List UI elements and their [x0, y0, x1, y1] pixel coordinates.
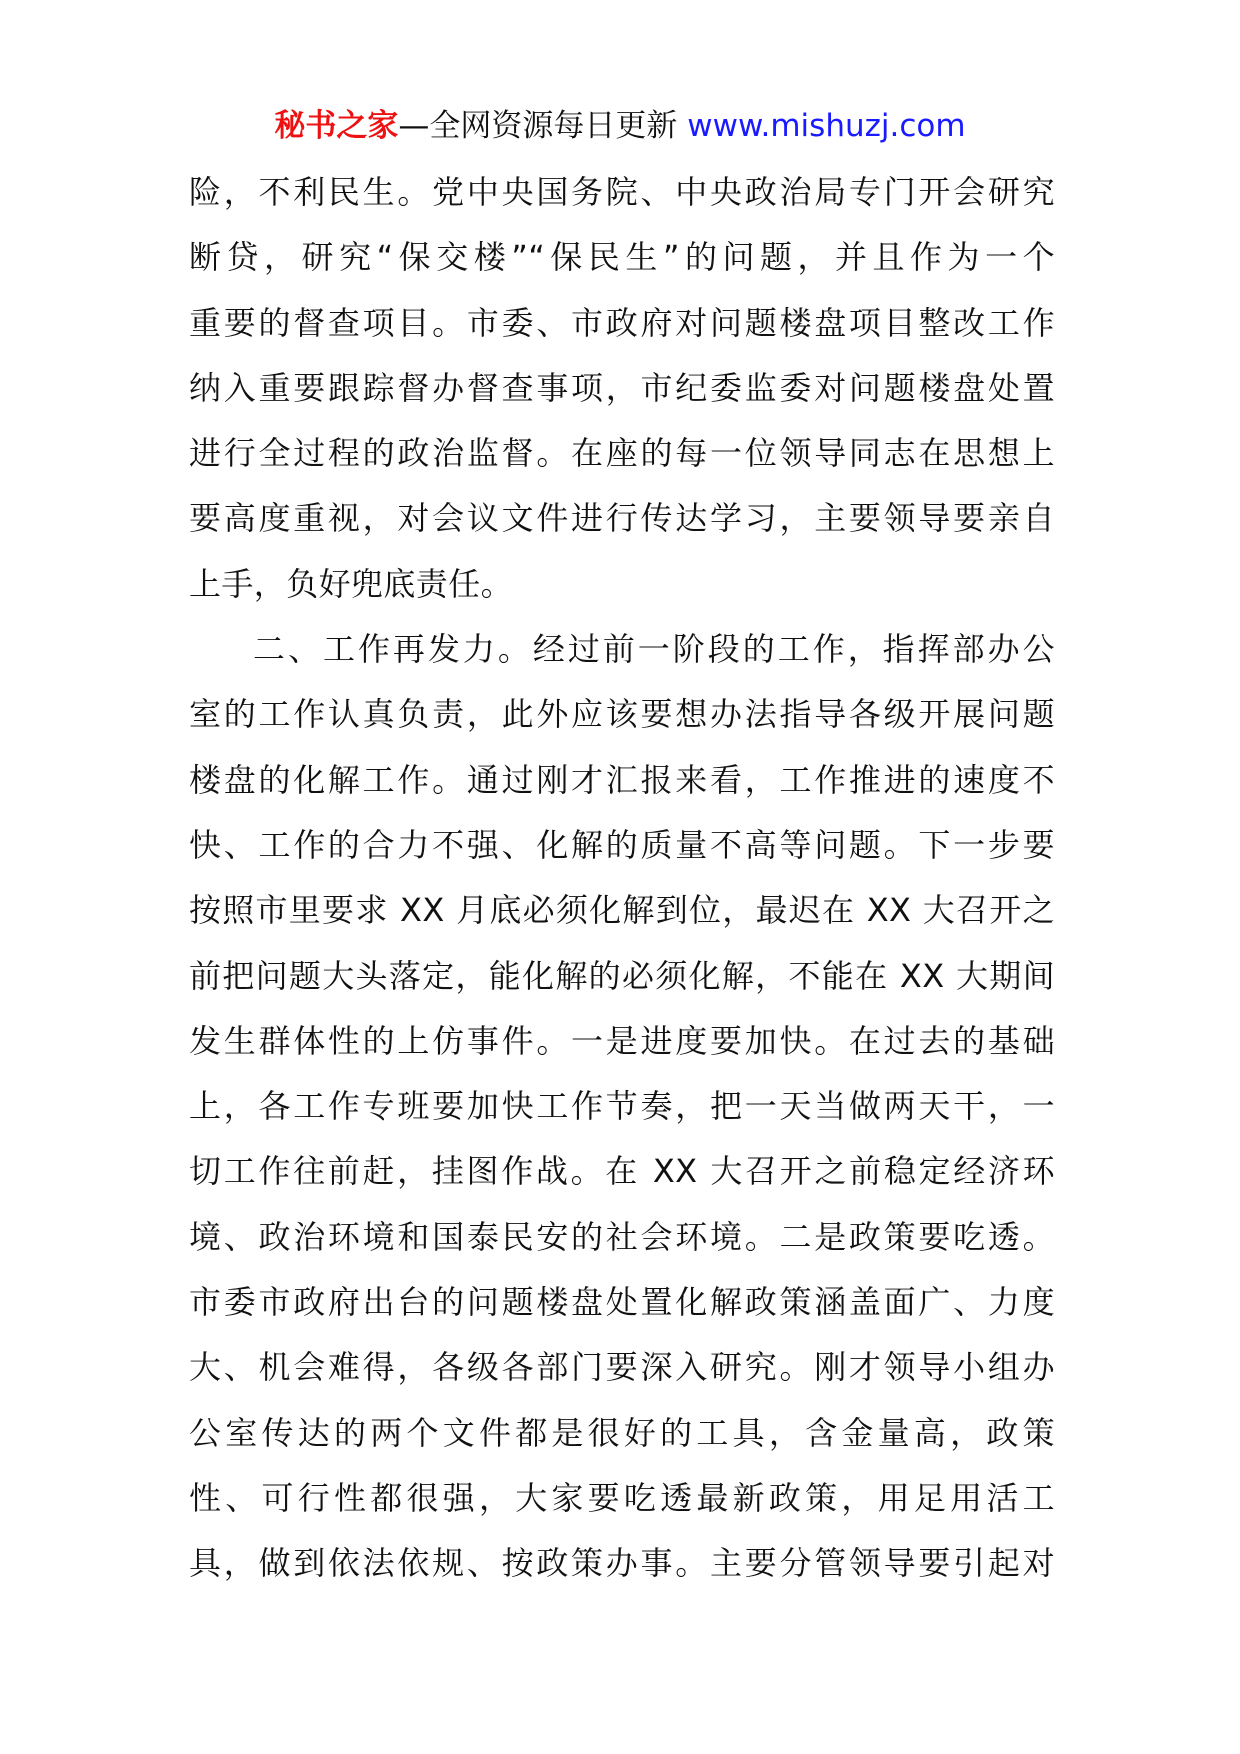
text-line: 纳入重要跟踪督办督查事项，市纪委监委对问题楼盘处置	[189, 368, 1055, 407]
text-line: 发生群体性的上仿事件。一是进度要加快。在过去的基础	[189, 1021, 1055, 1060]
site-url-link[interactable]: www.mishuzj.com	[687, 108, 966, 144]
text-line: 断贷，研究“保交楼”“保民生”的问题，并且作为一个	[189, 238, 1055, 277]
text-line: 室的工作认真负责，此外应该要想办法指导各级开展问题	[189, 695, 1055, 734]
text-line: 按照市里要求 XX 月底必须化解到位，最迟在 XX 大召开之	[189, 891, 1055, 930]
header-tagline: —全网资源每日更新	[398, 108, 688, 144]
text-line: 公室传达的两个文件都是很好的工具，含金量高，政策	[189, 1413, 1055, 1452]
text-line: 性、可行性都很强，大家要吃透最新政策，用足用活工	[189, 1478, 1055, 1517]
text-line: 大、机会难得，各级各部门要深入研究。刚才领导小组办	[189, 1348, 1055, 1387]
text-line: 市委市政府出台的问题楼盘处置化解政策涵盖面广、力度	[189, 1283, 1055, 1322]
section-heading-line: 二、工作再发力。经过前一阶段的工作，指挥部办公	[253, 630, 1055, 669]
document-body	[189, 160, 1055, 1597]
text-line: 要高度重视，对会议文件进行传达学习，主要领导要亲自	[189, 499, 1055, 538]
text-line: 上，各工作专班要加快工作节奏，把一天当做两天干，一	[189, 1087, 1055, 1126]
text-line: 切工作往前赶，挂图作战。在 XX 大召开之前稳定经济环	[189, 1152, 1055, 1191]
text-line: 前把问题大头落定，能化解的必须化解，不能在 XX 大期间	[189, 956, 1055, 995]
text-line: 境、政治环境和国泰民安的社会环境。二是政策要吃透。	[189, 1217, 1055, 1256]
text-line: 险，不利民生。党中央国务院、中央政治局专门开会研究	[189, 173, 1055, 211]
text-line: 进行全过程的政治监督。在座的每一位领导同志在思想上	[189, 434, 1055, 473]
text-line: 上手，负好兜底责任。	[189, 564, 514, 603]
brand-name: 秘书之家	[274, 108, 399, 144]
text-line: 楼盘的化解工作。通过刚才汇报来看，工作推进的速度不	[189, 760, 1055, 799]
watermark-header	[0, 98, 1240, 154]
text-line: 具，做到依法依规、按政策办事。主要分管领导要引起对	[189, 1544, 1055, 1583]
text-line: 快、工作的合力不强、化解的质量不高等问题。下一步要	[189, 825, 1055, 864]
text-line: 重要的督查项目。市委、市政府对问题楼盘项目整改工作	[189, 303, 1055, 342]
